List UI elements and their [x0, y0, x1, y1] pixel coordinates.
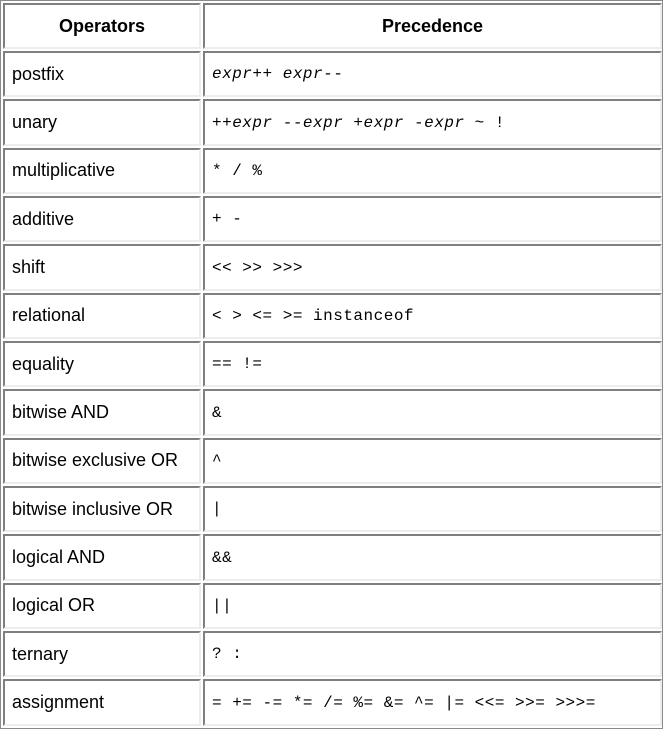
operator-name: shift [3, 244, 201, 290]
operator-precedence: & [203, 389, 662, 435]
operator-precedence-table [1, 1, 663, 728]
table-row [3, 148, 662, 194]
operator-name: bitwise inclusive OR [3, 486, 201, 532]
operator-precedence: | [203, 486, 662, 532]
operator-name: unary [3, 99, 201, 145]
table-row [3, 438, 662, 484]
table-row [3, 389, 662, 435]
precedence-header: Precedence [203, 3, 662, 49]
operator-precedence: + - [203, 196, 662, 242]
operator-precedence: < > <= >= instanceof [203, 293, 662, 339]
table-row [3, 293, 662, 339]
operator-precedence: == != [203, 341, 662, 387]
operator-name: logical OR [3, 583, 201, 629]
operator-name: logical AND [3, 534, 201, 580]
table-row [3, 196, 662, 242]
operator-precedence: = += -= *= /= %= &= ^= |= <<= >>= >>>= [203, 679, 662, 726]
operator-name: ternary [3, 631, 201, 677]
operator-precedence: ++expr --expr +expr -expr ~ ! [203, 99, 662, 145]
operator-precedence [203, 51, 662, 97]
operator-name: postfix [3, 51, 201, 97]
table-row [3, 341, 662, 387]
table-row [3, 583, 662, 629]
operator-precedence: ? : [203, 631, 662, 677]
operator-precedence: << >> >>> [203, 244, 662, 290]
operator-name: bitwise exclusive OR [3, 438, 201, 484]
table-row [3, 631, 662, 677]
operator-precedence: && [203, 534, 662, 580]
operator-name: equality [3, 341, 201, 387]
table-row [3, 99, 662, 145]
table-row [3, 486, 662, 532]
operators-header: Operators [3, 3, 201, 49]
table-row [3, 679, 662, 726]
operator-name: multiplicative [3, 148, 201, 194]
operator-name: bitwise AND [3, 389, 201, 435]
operator-name: assignment [3, 679, 201, 726]
operator-precedence: ^ [203, 438, 662, 484]
operator-precedence: || [203, 583, 662, 629]
operator-name: additive [3, 196, 201, 242]
table-row [3, 244, 662, 290]
operator-name: relational [3, 293, 201, 339]
operator-precedence-text: expr++ expr-- [212, 65, 344, 84]
table-row [3, 534, 662, 580]
header-row [3, 3, 662, 49]
table-row [3, 51, 662, 97]
operator-precedence: * / % [203, 148, 662, 194]
